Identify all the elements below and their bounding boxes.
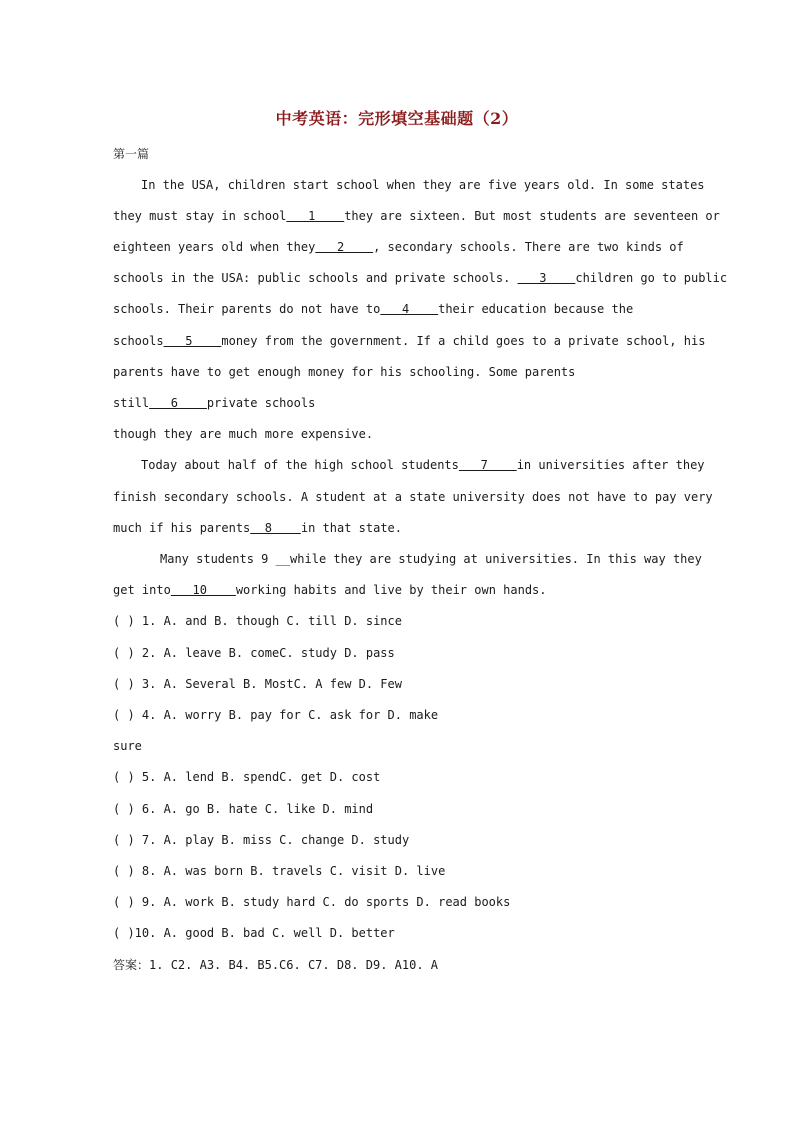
passage-line-8 bbox=[113, 395, 681, 411]
passage-text: still bbox=[113, 396, 150, 410]
passage-line-2 bbox=[113, 208, 720, 224]
passage-text: in universities after they bbox=[516, 458, 705, 472]
passage-text: Today about half of the high school students bbox=[141, 458, 459, 472]
blank-3: 3 bbox=[517, 271, 576, 285]
passage-text: schools in the USA: public schools and private schools. bbox=[113, 271, 518, 285]
question-5: ( ) 5. A. lend B. spendC. get D. cost bbox=[113, 770, 381, 784]
blank-8: 8 bbox=[250, 521, 301, 535]
passage-line-7: parents have to get enough money for his schooling. Some parents bbox=[113, 365, 576, 379]
passage-line-9: though they are much more expensive. bbox=[113, 427, 374, 441]
passage-text: working habits and live by their own hands. bbox=[235, 583, 547, 597]
question-10: ( )10. A. good B. bad C. well D. better bbox=[113, 926, 395, 940]
passage-line-5 bbox=[113, 301, 681, 317]
page-title: 中考英语：完形填空基础题（2） bbox=[275, 109, 519, 128]
question-6: ( ) 6. A. go B. hate C. like D. mind bbox=[113, 802, 374, 816]
section-label: 第一篇 bbox=[113, 147, 150, 161]
passage-line-10 bbox=[141, 457, 705, 473]
question-3: ( ) 3. A. Several B. MostC. A few D. Few bbox=[113, 677, 402, 691]
passage-text: they must stay in school bbox=[113, 209, 287, 223]
question-9: ( ) 9. A. work B. study hard C. do sports D. read books bbox=[113, 895, 511, 909]
question-7: ( ) 7. A. play B. miss C. change D. study bbox=[113, 833, 410, 847]
blank-2: 2 bbox=[315, 240, 374, 254]
blank-10: 10 bbox=[170, 583, 236, 597]
passage-line-13: Many students 9 __while they are studying at universities. In this way they bbox=[160, 552, 702, 566]
blank-7: 7 bbox=[458, 458, 517, 472]
question-1: ( ) 1. A. and B. though C. till D. since bbox=[113, 614, 402, 628]
question-2: ( ) 2. A. leave B. comeC. study D. pass bbox=[113, 646, 395, 660]
passage-text: children go to public bbox=[575, 271, 728, 285]
passage-text: they are sixteen. But most students are seventeen or bbox=[344, 209, 720, 223]
passage-text: private schools bbox=[206, 396, 316, 410]
passage-text: eighteen years old when they bbox=[113, 240, 316, 254]
passage-text: schools bbox=[113, 334, 164, 348]
question-4: ( ) 4. A. worry B. pay for C. ask for D. make bbox=[113, 708, 439, 722]
passage-text: in that state. bbox=[300, 521, 403, 535]
passage-text: , secondary schools. There are two kinds of bbox=[373, 240, 684, 254]
passage-text: money from the government. If a child goes to a private school, his bbox=[221, 334, 706, 348]
passage-line-14 bbox=[113, 582, 681, 598]
blank-4: 4 bbox=[380, 302, 439, 316]
answer-values: 1. C2. A3. B4. B5.C6. C7. D8. D9. A10. A bbox=[149, 958, 438, 972]
passage-text: much if his parents bbox=[113, 521, 251, 535]
passage-line-12 bbox=[113, 520, 681, 536]
blank-1: 1 bbox=[286, 209, 345, 223]
answer-label: 答案： bbox=[113, 958, 150, 972]
answer-key bbox=[113, 957, 681, 973]
question-8: ( ) 8. A. was born B. travels C. visit D. live bbox=[113, 864, 446, 878]
passage-line-6 bbox=[113, 333, 706, 349]
passage-line-11: finish secondary schools. A student at a state university does not have to pay very bbox=[113, 490, 713, 504]
passage-line-1: In the USA, children start school when they are five years old. In some states bbox=[141, 178, 705, 192]
blank-5: 5 bbox=[163, 334, 222, 348]
blank-6: 6 bbox=[149, 396, 207, 410]
passage-line-3 bbox=[113, 239, 684, 255]
passage-text: get into bbox=[113, 583, 171, 597]
passage-text: schools. Their parents do not have to bbox=[113, 302, 381, 316]
passage-line-4 bbox=[113, 270, 728, 286]
passage-text: their education because the bbox=[438, 302, 634, 316]
question-4-continued: sure bbox=[113, 739, 142, 753]
